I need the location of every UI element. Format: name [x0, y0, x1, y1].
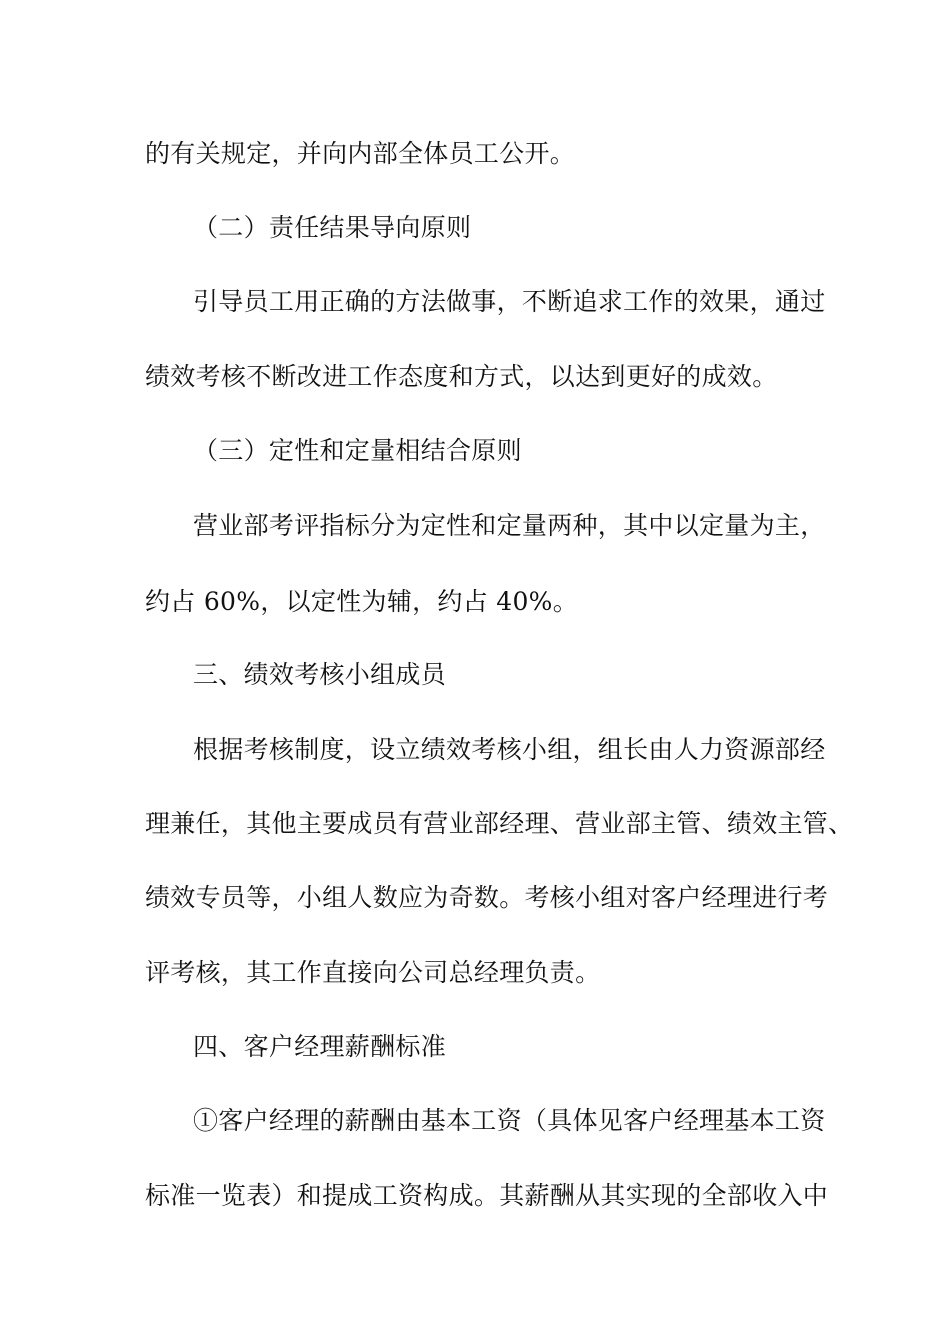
section-heading: 三、绩效考核小组成员	[193, 660, 447, 689]
section-heading: （二）责任结果导向原则	[193, 213, 472, 242]
paragraph-line: 评考核，其工作直接向公司总经理负责。	[145, 958, 601, 987]
paragraph-line: 理兼任，其他主要成员有营业部经理、营业部主管、绩效主管、	[145, 809, 854, 838]
section-heading: （三）定性和定量相结合原则	[193, 436, 522, 465]
section-heading: 四、客户经理薪酬标准	[193, 1032, 447, 1061]
paragraph-line: 引导员工用正确的方法做事，不断追求工作的效果，通过	[193, 287, 826, 316]
paragraph-line: 的有关规定，并向内部全体员工公开。	[145, 139, 576, 168]
paragraph-line: 绩效专员等，小组人数应为奇数。考核小组对客户经理进行考	[145, 883, 829, 912]
paragraph-line: 约占 60%，以定性为辅，约占 40%。	[145, 587, 579, 616]
paragraph-line: ①客户经理的薪酬由基本工资（具体见客户经理基本工资	[193, 1106, 826, 1135]
paragraph-line: 标准一览表）和提成工资构成。其薪酬从其实现的全部收入中	[145, 1181, 829, 1210]
paragraph-line: 营业部考评指标分为定性和定量两种，其中以定量为主，	[193, 511, 826, 540]
paragraph-line: 绩效考核不断改进工作态度和方式，以达到更好的成效。	[145, 362, 778, 391]
paragraph-line: 根据考核制度，设立绩效考核小组，组长由人力资源部经	[193, 735, 826, 764]
